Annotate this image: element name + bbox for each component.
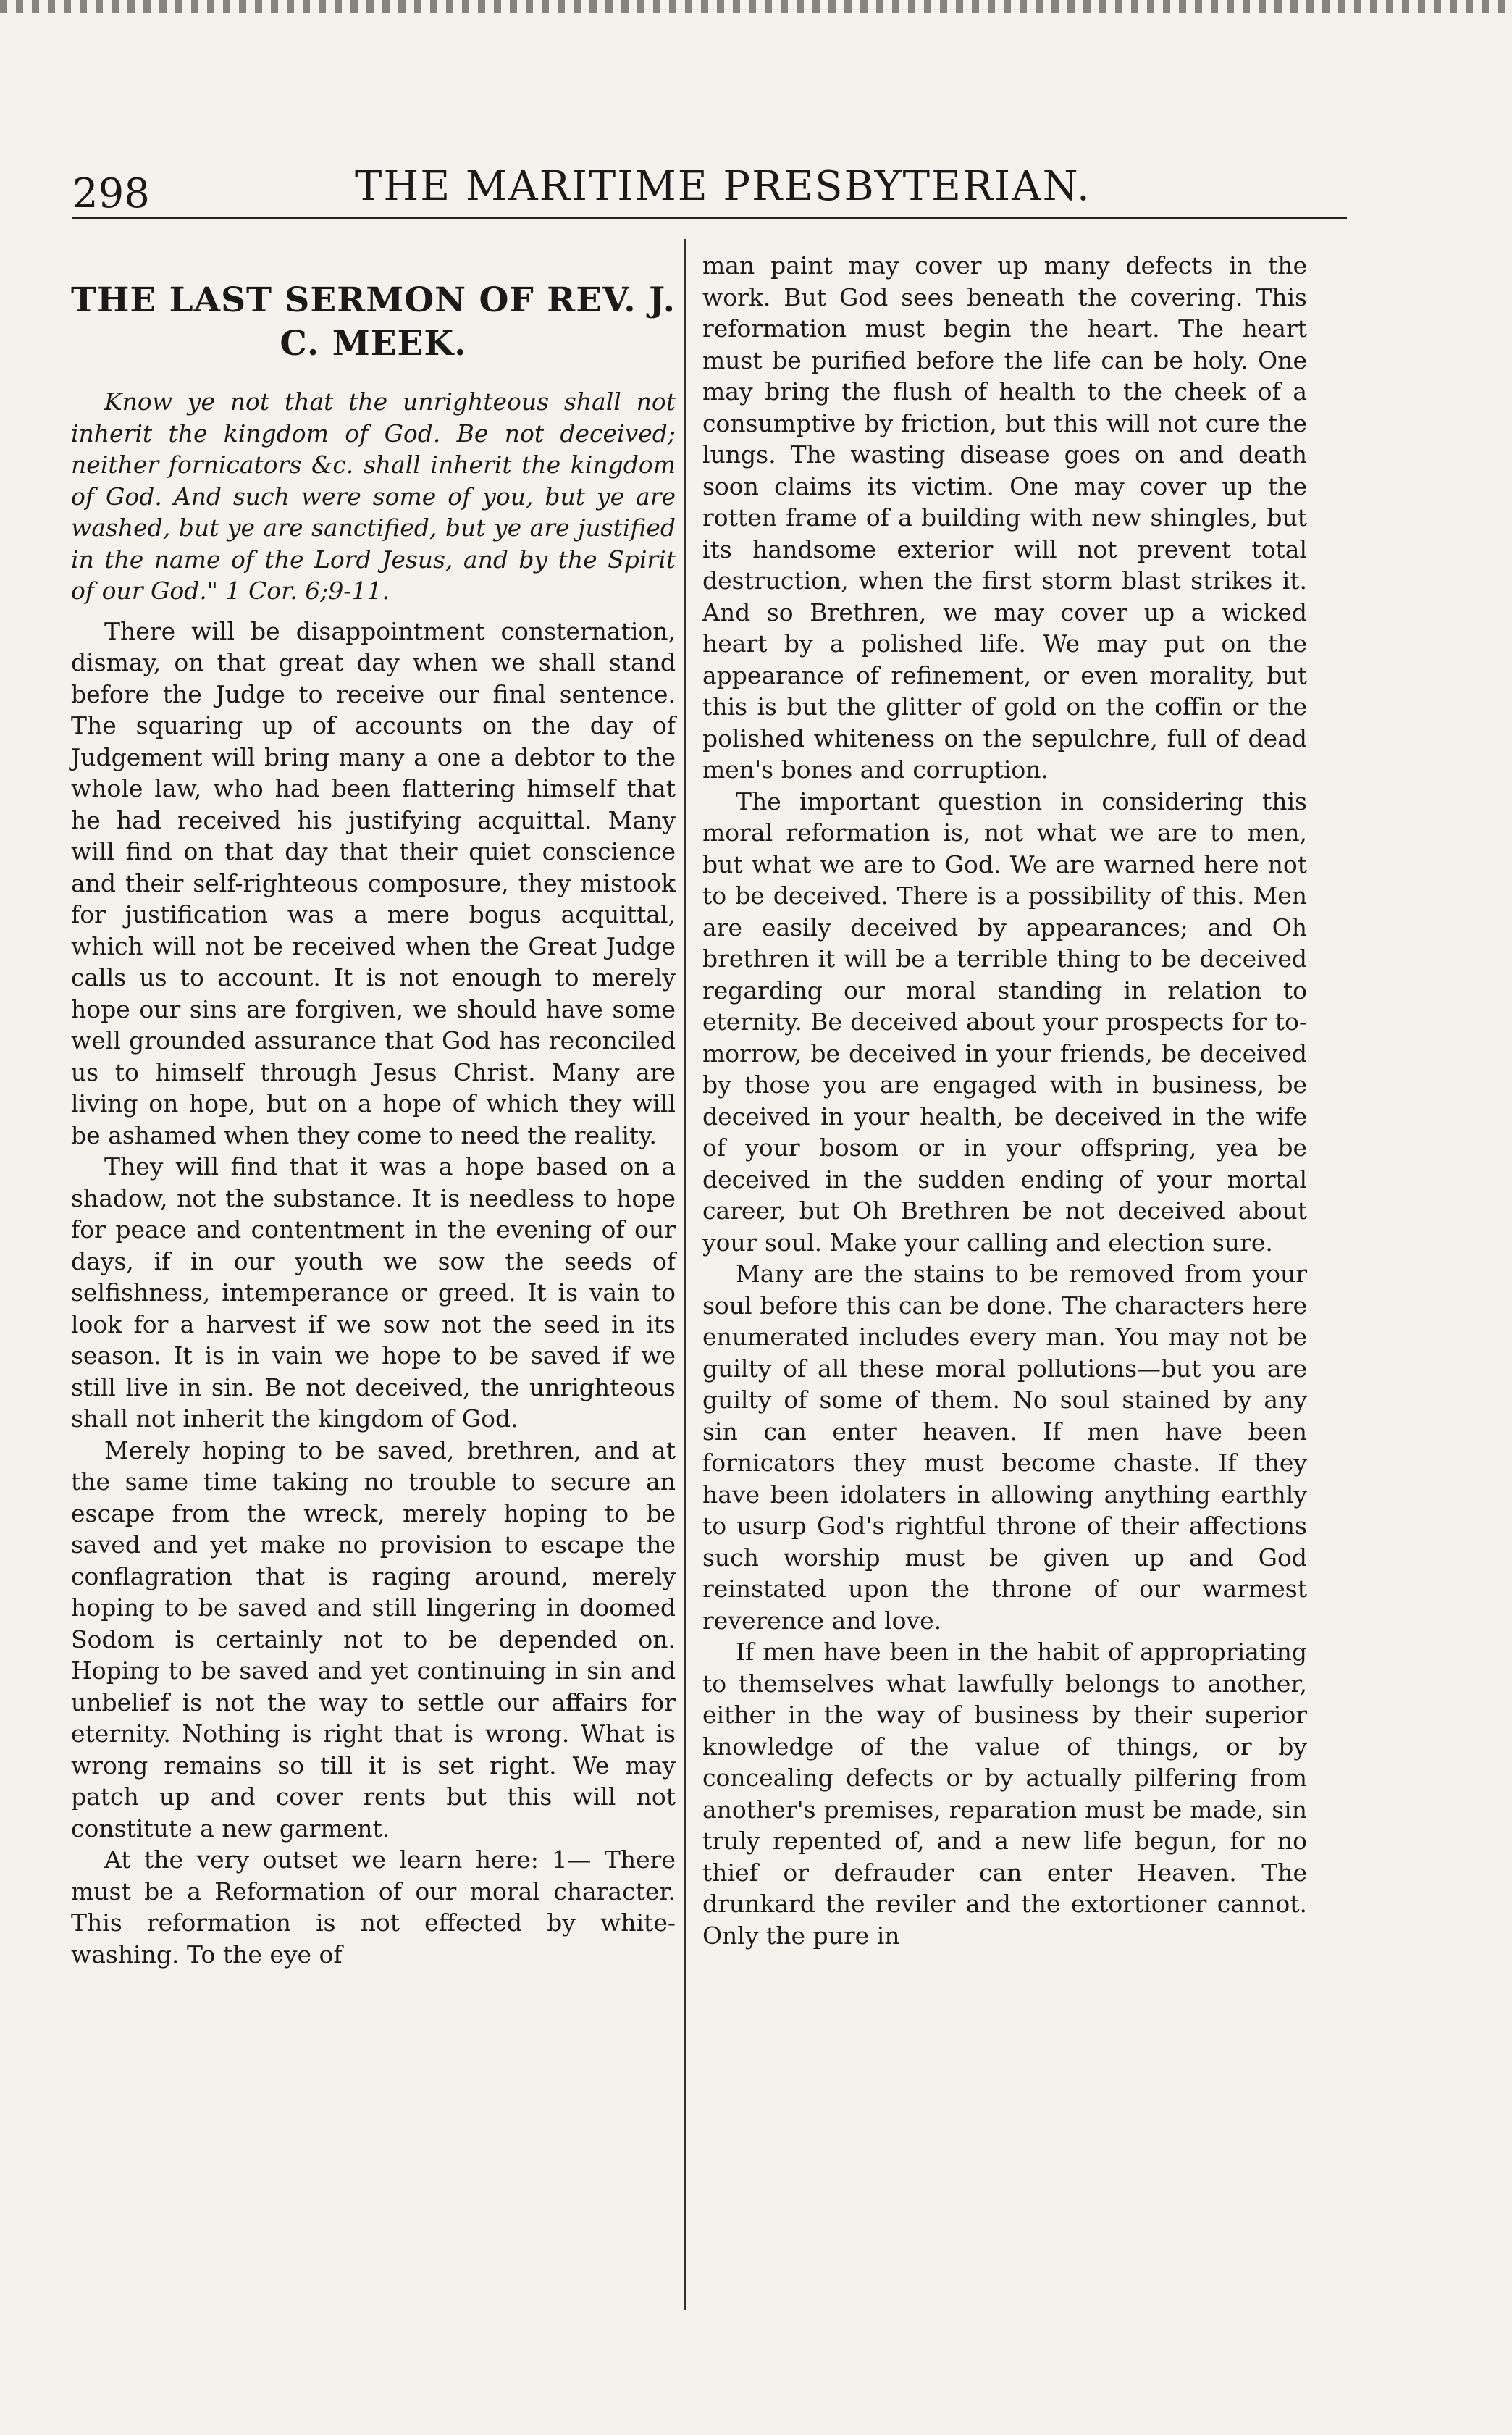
article-title: THE LAST SERMON OF REV. J. C. MEEK. — [71, 280, 676, 364]
paragraph-continued: man paint may cover up many defects in the work. But God sees beneath the covering. This reformation must begin the heart. The heart must be purified before the life can be holy. One may bring the flush of health to the cheek of a consumptive by friction, but this will not cure the lungs. The wasting disease goes on and death soon claims its victim. One may cover up the rotten frame of a building with new shingles, but its handsome exterior will not prevent total destruction, when the first storm blast strikes it. And so Brethren, we may cover up a wicked heart by a polished life. We may put on the appearance of refinement, or even morality, but this is but the glitter of gold on the coffin or the polished whiteness on the sepulchre, full of dead men's bones and corruption. — [702, 251, 1307, 784]
column-divider — [684, 239, 686, 2310]
paragraph: If men have been in the habit of appropriating to themselves what lawfully belongs to another, either in the way of business by their superior knowledge of the value of things, or by concealing defects or by actually pilfering from another's premises, reparation must be made, sin truly repented of, and a new life begun, for no thief or defrauder can enter Heaven. The drunkard the reviler and the extortioner cannot. Only the pure in — [702, 1638, 1307, 1950]
paragraph: The important question in considering this moral reformation is, not what we are to men, but what we are to God. We are warned here not to be deceived. There is a possibility of this. Men are easily deceived by appearances; and Oh brethren it will be a terrible thing to be deceived regarding our moral standing in relation to eternity. Be deceived about your prospects for to-morrow, be deceived in your friends, be deceived by those you are engaged with in business, be deceived in your health, be deceived in the wife of your bosom or in your offspring, yea be deceived in the sudden ending of your mortal career, but Oh Brethren be not deceived about your soul. Make your calling and election sure. — [702, 787, 1307, 1257]
header-rule — [72, 217, 1347, 219]
paragraph: Many are the stains to be removed from your soul before this can be done. The characters here enumerated includes every man. You may not be guilty of all these moral pollutions—but you are guilty of some of them. No soul stained by any sin can enter heaven. If men have been fornicators they must become chaste. If they have been idolaters in allowing anything earthly to usurp God's rightful throne of their affections such worship must be given up and God reinstated upon the throne of our warmest reverence and love. — [702, 1260, 1307, 1635]
paragraph: There will be disappointment consternation, dismay, on that great day when we shall stand before the Judge to receive our final sentence. The squaring up of accounts on the day of Judgement will bring many a one a debtor to the whole law, who had been flattering himself that he had received his justifying acquittal. Many will find on that day that their quiet conscience and their self-righteous composure, they mistook for justification was a mere bogus acquittal, which will not be received when the Great Judge calls us to account. It is not enough to merely hope our sins are forgiven, we should have some well grounded assurance that God has reconciled us to himself through Jesus Christ. Many are living on hope, but on a hope of which they will be ashamed when they come to need the reality. — [71, 616, 676, 1149]
running-title: THE MARITIME PRESBYTERIAN. — [355, 163, 1091, 210]
paragraph: Merely hoping to be saved, brethren, and at the same time taking no trouble to secure an escape from the wreck, merely hoping to be saved and yet make no provision to escape the conflagration that is raging around, merely hoping to be saved and still lingering in doomed Sodom is certainly not to be depended on. Hoping to be saved and yet continuing in sin and unbelief is not the way to settle our affairs for eternity. Nothing is right that is wrong. What is wrong remains so till it is set right. We may patch up and cover rents but this will not constitute a new garment. — [71, 1436, 676, 1843]
torn-top-edge — [0, 0, 1512, 13]
paragraph: They will find that it was a hope based on a shadow, not the substance. It is needless to hope for peace and contentment in the evening of our days, if in our youth we sow the seeds of selfishness, intemperance or greed. It is vain to look for a harvest if we sow not the seed in its season. It is in vain we hope to be saved if we still live in sin. Be not deceived, the unrighteous shall not inherit the kingdom of God. — [71, 1152, 676, 1433]
paragraph: At the very outset we learn here: 1— There must be a Reformation of our moral character. This reformation is not effected by white-washing. To the eye of — [71, 1845, 676, 1969]
right-column — [702, 250, 1307, 1951]
left-column — [71, 250, 676, 1970]
page-header — [72, 156, 1202, 221]
scripture-epigraph: Know ye not that the unrighteous shall not inherit the kingdom of God. Be not deceived; neither fornicators &c. shall inherit the kingdom of God. And such were some of you, but ye are washed, but ye are sanctified, but ye are justified in the name of the Lord Jesus, and by the Spirit of our God." 1 Cor. 6;9-11. — [71, 387, 676, 605]
page-number: 298 — [72, 170, 150, 217]
